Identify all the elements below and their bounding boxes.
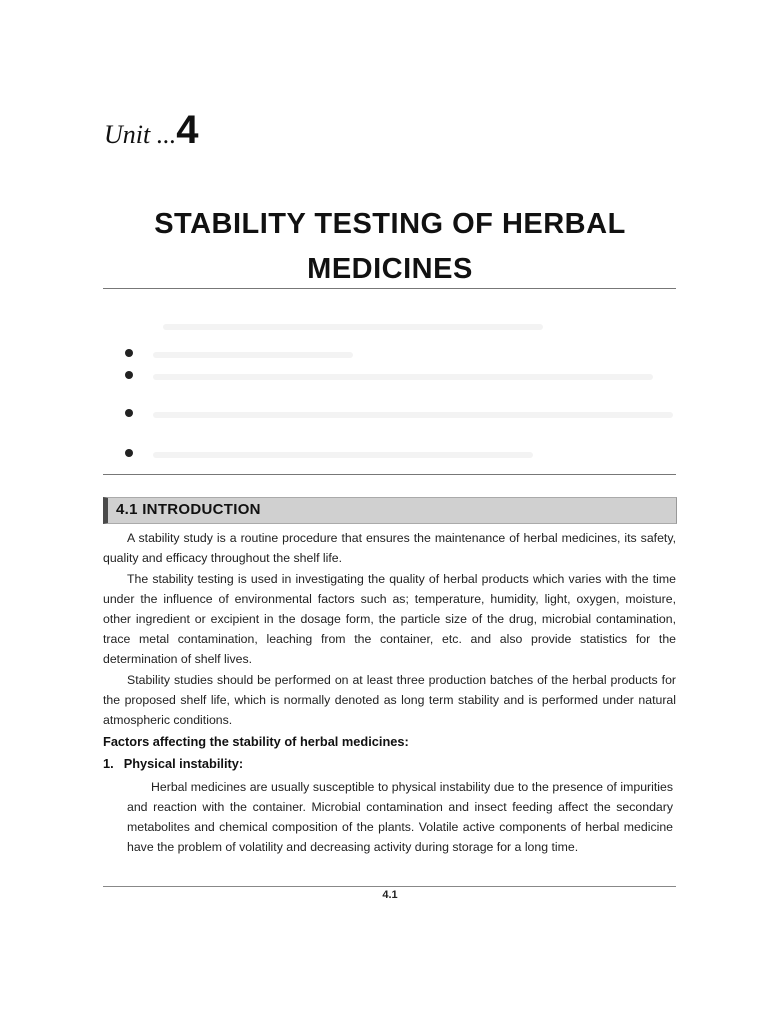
bullet-point bbox=[125, 349, 133, 357]
bullet-point bbox=[125, 409, 133, 417]
section-heading: 4.1 INTRODUCTION bbox=[116, 501, 261, 518]
objectives-box bbox=[103, 288, 676, 474]
unit-heading bbox=[104, 108, 198, 153]
section-heading-bar bbox=[103, 497, 677, 524]
chapter-title-line-1: STABILITY TESTING OF HERBAL bbox=[154, 208, 626, 240]
faded-text-line bbox=[153, 352, 353, 358]
faded-text-line bbox=[153, 412, 673, 418]
bullet-point bbox=[125, 371, 133, 379]
factors-heading: Factors affecting the stability of herbal medicines: bbox=[103, 734, 409, 749]
chapter-title-line-2: MEDICINES bbox=[307, 253, 473, 285]
faded-text-line bbox=[153, 452, 533, 458]
middle-divider bbox=[103, 474, 676, 475]
list-item-heading bbox=[103, 756, 243, 771]
faded-text-line bbox=[163, 324, 543, 330]
page-number: 4.1 bbox=[382, 889, 398, 901]
paragraph-intro: A stability study is a routine procedure that ensures the maintenance of herbal medicines, its safety, quality and efficacy throughout the shelf life. bbox=[103, 531, 676, 565]
faded-text-line bbox=[153, 374, 653, 380]
footer-divider bbox=[103, 886, 676, 887]
paragraph-stability-testing: The stability testing is used in investigating the quality of herbal products which varies with the time under the influence of environmental factors such as; temperature, humidity, light, oxygen, moisture, other ingredient or excipient in the dosage form, the particle size of the drug, microbial contamination, trace metal contamination, leaching from the container, etc. and also provide statistics for the determination of shelf lives. bbox=[103, 572, 676, 666]
bullet-point bbox=[125, 449, 133, 457]
chapter-title bbox=[90, 202, 690, 292]
paragraph-stability-studies: Stability studies should be performed on at least three production batches of the herbal products for the proposed shelf life, which is normally denoted as long term stability and is performed under natural atmospheric conditions. bbox=[103, 673, 676, 727]
unit-number: 4 bbox=[176, 108, 199, 152]
physical-instability-text: Herbal medicines are usually susceptible to physical instability due to the presence of impurities and reaction with the container. Microbial contamination and insect feeding affect the secondary metabolites and chemical composition of the plants. Volatile active components of herbal medicine have the problem of volatility and decreasing activity during storage for a long time. bbox=[127, 780, 673, 854]
unit-prefix: Unit ... bbox=[104, 120, 177, 149]
list-item-number: 1. bbox=[103, 756, 114, 771]
list-item-label: Physical instability: bbox=[123, 756, 244, 771]
